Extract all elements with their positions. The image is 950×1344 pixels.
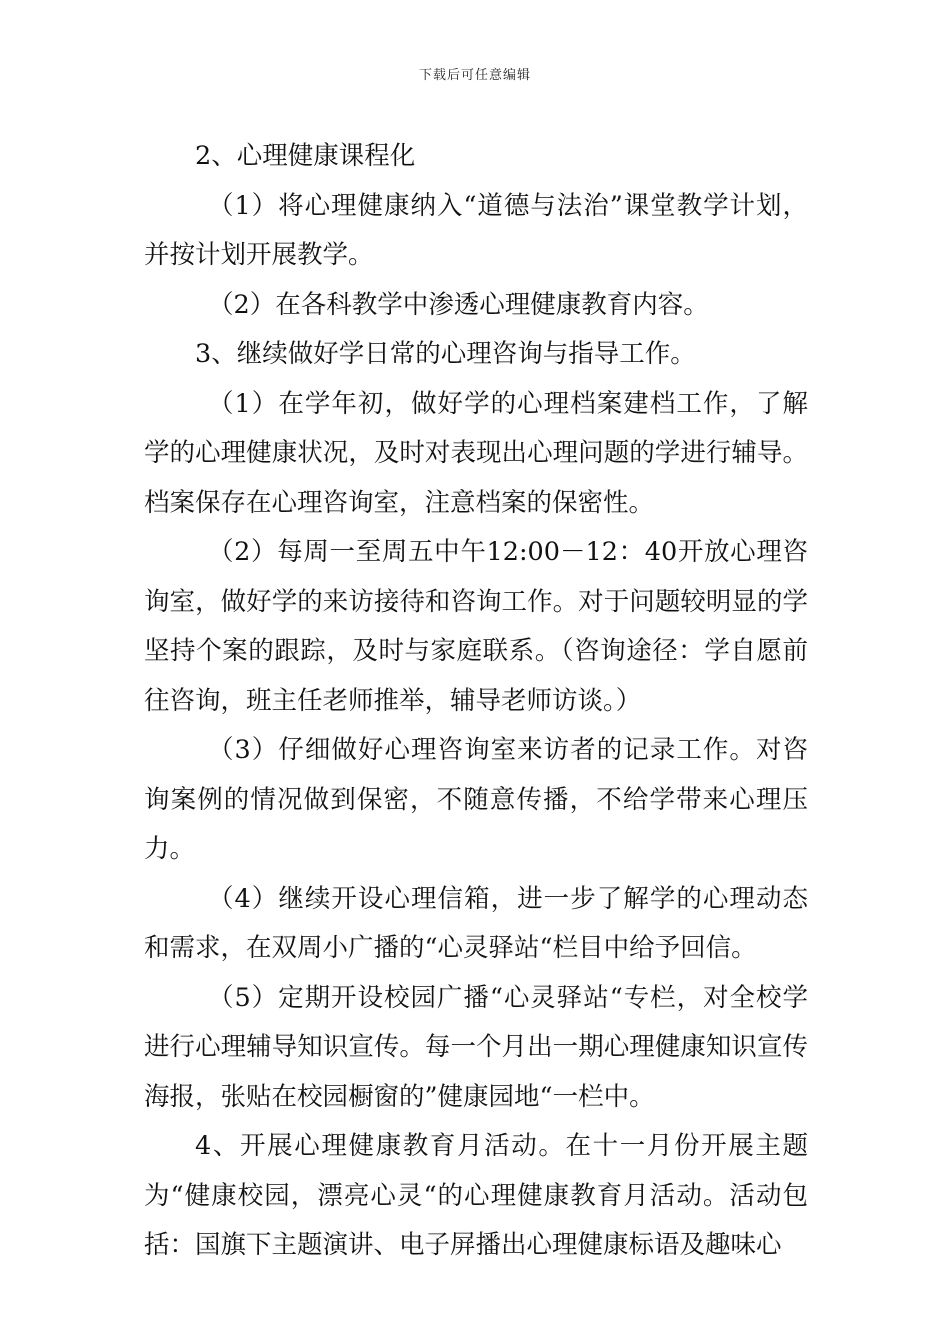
paragraph-2-2: （2）在各科教学中渗透心理健康教育内容。 [208,289,709,320]
paragraph-3-4: （4）继续开设心理信箱，进一步了解学的心理动态和需求，在双周小广播的“心灵驿站“栏目中给予回信。 [144,883,808,963]
section-heading-2: 2、心理健康课程化 [195,141,416,171]
paragraph-3-5: （5）定期开设校园广播“心灵驿站“专栏，对全校学进行心理辅导知识宣传。每一个月出一期心理健康知识宣传海报，张贴在校园橱窗的”健康园地“一栏中。 [144,982,808,1112]
section-heading-3: 3、继续做好学日常的心理咨询与指导工作。 [195,339,696,369]
page-header-note: 下载后可任意编辑 [418,68,531,83]
paragraph-3-2: （2）每周一至周五中午12:00－12：40开放心理咨询室，做好学的来访接待和咨询工作。对于问题较明显的学坚持个案的跟踪，及时与家庭联系。（咨询途径：学自愿前往咨询，班主任老师推举，辅导老师访谈。） [144,537,808,716]
paragraph-3-1: （1）在学年初，做好学的心理档案建档工作，了解学的心理健康状况，及时对表现出心理问题的学进行辅导。档案保存在心理咨询室，注意档案的保密性。 [144,388,808,518]
paragraph-2-1: （1）将心理健康纳入“道德与法治”课堂教学计划，并按计划开展教学。 [144,190,808,270]
paragraph-3-3: （3）仔细做好心理咨询室来访者的记录工作。对咨询案例的情况做到保密，不随意传播，不给学带来心理压力。 [144,735,808,864]
document-body [144,132,808,1271]
section-heading-4: 4、开展心理健康教育月活动。在十一月份开展主题为“健康校园，漂亮心灵“的心理健康教育月活动。活动包括：国旗下主题演讲、电子屏播出心理健康标语及趣味心 [144,1131,808,1260]
